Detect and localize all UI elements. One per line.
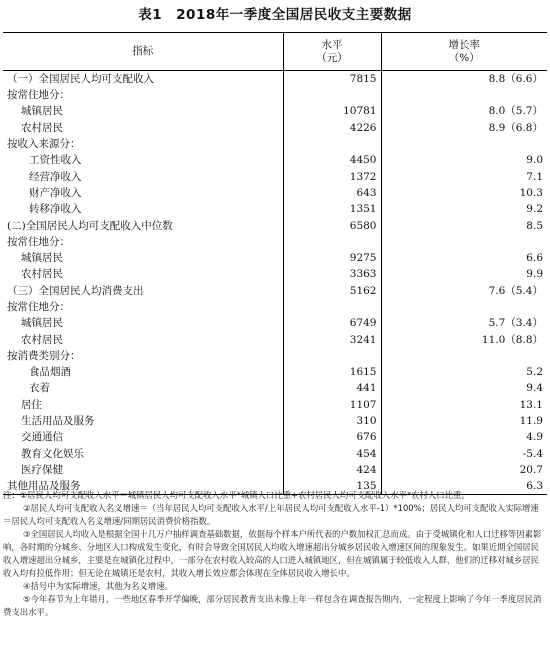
table-row xyxy=(3,152,547,168)
row-label: 按消费类别分： xyxy=(3,348,283,364)
row-label: 城镇居民 xyxy=(3,315,283,331)
row-level: 441 xyxy=(283,380,381,396)
row-growth: 9.9 xyxy=(526,268,543,281)
row-level: 10781 xyxy=(283,103,381,119)
footnote: ③全国居民人均收入是根据全国十几万户抽样调查基础数据，依据每个样本户所代表的户数加权汇总而成。由于受城镇化和人口迁移等因素影响，各时期的分城乡、分地区人口构成发生变化，有时会导致全国居民人均收入增速超出分城乡居民收入增速区间的现象发生。如果近期全国居民收入增速超出分城乡，主要是在城镇化过程中，一部分在农村收入较高的人口进入城镇地区，但在城镇属于较低收入人群，他们的迁移对城乡居民收入均有拉低作用；但无论在城镇还是农村，其收入增长效应都会体现在全体居民收入增长中。 xyxy=(3,529,542,578)
row-growth: 5.7（3.4） xyxy=(488,317,543,330)
table-title-text: 2018年一季度全国居民收支主要数据 xyxy=(176,7,412,23)
row-label: 医疗保健 xyxy=(3,462,283,478)
header-row xyxy=(3,33,547,71)
table-row xyxy=(3,429,547,445)
row-growth: 20.7 xyxy=(519,463,543,476)
table-row xyxy=(3,348,547,364)
row-level: 1107 xyxy=(283,397,381,413)
table-row xyxy=(3,446,547,462)
row-level: 310 xyxy=(283,413,381,429)
row-growth: 11.0（8.8） xyxy=(481,333,543,346)
table-row xyxy=(3,87,547,103)
row-label: 生活用品及服务 xyxy=(3,413,283,429)
row-level: 9275 xyxy=(283,250,381,266)
row-level: 6749 xyxy=(283,315,381,331)
header-level: 水平 （元） xyxy=(283,33,381,71)
table-row xyxy=(3,120,547,136)
row-label: 财产净收入 xyxy=(3,185,283,201)
row-label: 按常住地分： xyxy=(3,234,283,250)
row-growth: 5.2 xyxy=(526,366,543,379)
row-growth: -5.4 xyxy=(522,447,543,460)
table-row xyxy=(3,462,547,478)
row-label: 衣着 xyxy=(3,380,283,396)
row-level: 454 xyxy=(283,446,381,462)
row-level: 676 xyxy=(283,429,381,445)
row-growth: 8.5 xyxy=(526,219,543,232)
table-row xyxy=(3,364,547,380)
table-row xyxy=(3,380,547,396)
row-level: 3241 xyxy=(283,331,381,347)
row-growth xyxy=(381,348,547,364)
row-level: 424 xyxy=(283,462,381,478)
table-row xyxy=(3,201,547,217)
table-row xyxy=(3,71,547,88)
row-label: 经营净收入 xyxy=(3,168,283,184)
row-label: 其他用品及服务 xyxy=(3,478,283,495)
row-level: 7815 xyxy=(283,71,381,88)
footnote: 注：①居民人均可支配收入水平＝城镇居民人均可支配收入水平*城镇人口比重+农村居民人均可支配收入水平*农村人口比重。 xyxy=(3,490,470,500)
header-growth: 增长率 （%） xyxy=(381,33,547,71)
row-label: 居住 xyxy=(3,397,283,413)
row-growth xyxy=(381,299,547,315)
row-level: 4450 xyxy=(283,152,381,168)
row-level: 4226 xyxy=(283,120,381,136)
table-number: 表1 xyxy=(138,7,163,23)
row-level xyxy=(283,136,381,152)
table-row xyxy=(3,234,547,250)
row-level xyxy=(283,299,381,315)
row-growth: 9.2 xyxy=(526,203,543,216)
table-row xyxy=(3,217,547,233)
table-row xyxy=(3,413,547,429)
footnote: ⑤今年春节为上年错月，一些地区春季开学偏晚，部分居民教育支出未像上年一样包含在调查报告期内，一定程度上影响了今年一季度居民消费支出水平。 xyxy=(3,594,542,617)
row-label: 交通通信 xyxy=(3,429,283,445)
footnote: ④括号中为实际增速，其他为名义增速。 xyxy=(23,581,173,591)
row-growth: 8.9（6.8） xyxy=(488,121,543,134)
row-label: 农村居民 xyxy=(3,120,283,136)
row-label: 食品烟酒 xyxy=(3,364,283,380)
table-title xyxy=(0,3,550,23)
row-growth: 7.6（5.4） xyxy=(488,284,543,297)
table-row xyxy=(3,103,547,119)
row-level: 643 xyxy=(283,185,381,201)
table-row xyxy=(3,331,547,347)
row-label: (二)全国居民人均可支配收入中位数 xyxy=(3,217,283,233)
table-row xyxy=(3,283,547,299)
row-label: （一）全国居民人均可支配收入 xyxy=(3,71,283,88)
row-label: 城镇居民 xyxy=(3,250,283,266)
footnotes xyxy=(3,489,543,619)
row-level xyxy=(283,348,381,364)
row-growth: 8.0（5.7） xyxy=(488,105,543,118)
table-row xyxy=(3,299,547,315)
row-label: 教育文化娱乐 xyxy=(3,446,283,462)
row-level: 1372 xyxy=(283,168,381,184)
table-row xyxy=(3,397,547,413)
row-label: （三）全国居民人均消费支出 xyxy=(3,283,283,299)
row-label: 按常住地分： xyxy=(3,87,283,103)
row-level: 1615 xyxy=(283,364,381,380)
row-level: 135 xyxy=(283,478,381,495)
row-growth: 6.6 xyxy=(526,252,543,265)
row-label: 转移净收入 xyxy=(3,201,283,217)
row-label: 农村居民 xyxy=(3,266,283,282)
row-growth: 4.9 xyxy=(526,431,543,444)
row-growth: 9.4 xyxy=(526,382,543,395)
table-row xyxy=(3,266,547,282)
header-indicator: 指标 xyxy=(3,33,283,71)
table-row xyxy=(3,315,547,331)
row-growth: 9.0 xyxy=(526,154,543,167)
row-label: 按收入来源分： xyxy=(3,136,283,152)
row-growth xyxy=(381,136,547,152)
table-row xyxy=(3,250,547,266)
row-growth xyxy=(381,234,547,250)
income-expenditure-table xyxy=(3,32,547,495)
row-growth: 10.3 xyxy=(519,186,543,199)
row-level: 5162 xyxy=(283,283,381,299)
footnote: ②居民人均可支配收入名义增速＝（当年居民人均可支配收入水平/上年居民人均可支配收入水平-1）*100%；居民人均可支配收入实际增速＝居民人均可支配收入名义增速/同期居民消费价格指数。 xyxy=(3,503,539,526)
row-growth: 13.1 xyxy=(519,398,543,411)
row-level xyxy=(283,87,381,103)
row-label: 工资性收入 xyxy=(3,152,283,168)
row-growth xyxy=(381,87,547,103)
row-growth: 8.8（6.6） xyxy=(488,73,543,85)
row-growth: 7.1 xyxy=(526,170,543,183)
row-level xyxy=(283,234,381,250)
row-label: 农村居民 xyxy=(3,331,283,347)
table-row xyxy=(3,136,547,152)
row-growth: 11.9 xyxy=(519,415,543,428)
row-growth: 6.3 xyxy=(381,478,547,495)
row-label: 城镇居民 xyxy=(3,103,283,119)
table-row xyxy=(3,168,547,184)
table-row xyxy=(3,185,547,201)
row-level: 1351 xyxy=(283,201,381,217)
row-level: 3363 xyxy=(283,266,381,282)
row-level: 6580 xyxy=(283,217,381,233)
row-label: 按常住地分： xyxy=(3,299,283,315)
